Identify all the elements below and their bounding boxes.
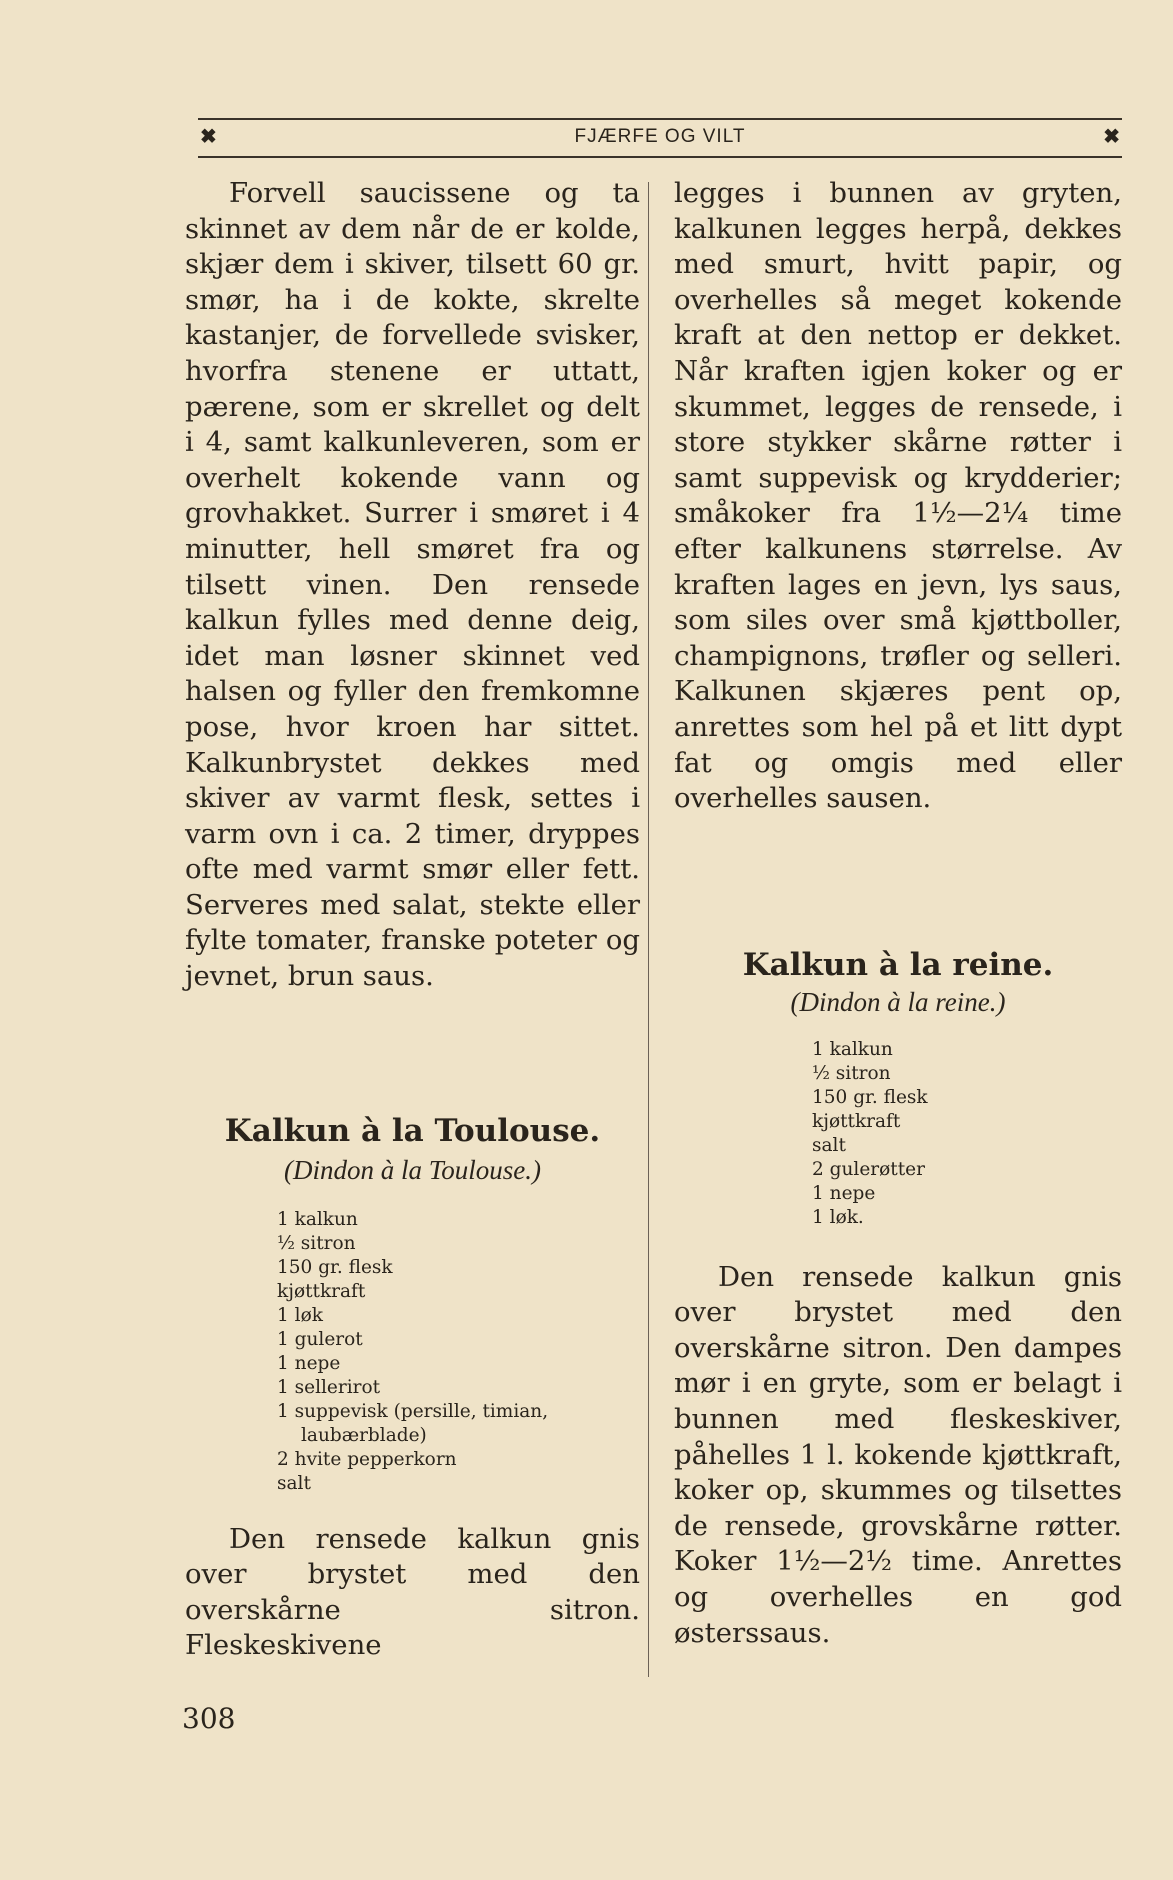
ingredient-item: 1 suppevisk (persille, timian, laubærblade) <box>277 1400 549 1446</box>
ornament-left: ✖ <box>200 124 217 148</box>
ingredient-item: 150 gr. flesk <box>812 1086 928 1108</box>
right-column <box>674 176 1122 1651</box>
ingredient-item: kjøttkraft <box>812 1110 901 1132</box>
ingredient-list-toulouse <box>277 1208 597 1496</box>
ingredient-item: 2 gulerøtter <box>812 1158 925 1180</box>
ingredient-item: 1 løk. <box>812 1206 864 1228</box>
recipe-subtitle-toulouse: (Dindon à la Toulouse.) <box>283 1154 541 1185</box>
ingredient-item: salt <box>277 1472 311 1494</box>
continued-paragraph: legges i bunnen av gryten, kalkunen legges herpå, dekkes med smurt, hvitt papir, og overhelles så meget kokende kraft at den nettop er dekket. Når kraften igjen koker og er skummet, legges de rensede, i store stykker skårne røtter i samt suppevisk og krydderier; småkoker fra 1½—2¼ time efter kalkunens størrelse. Av kraften lages en jevn, lys saus, som siles over små kjøttboller, champignons, trøfler og selleri. Kalkunen skjæres pent op, anrettes som hel på et litt dypt fat og omgis med eller overhelles sausen. <box>674 177 1122 815</box>
column-divider <box>648 182 649 1677</box>
recipe-title-reine: Kalkun à la reine. <box>742 946 1054 983</box>
intro-paragraph: Forvell saucissene og ta skinnet av dem når de er kolde, skjær dem i skiver, tilsett 60 gr. smør, ha i de kokte, skrelte kastanjer, de forvellede svisker, hvorfra stenene er uttatt, pærene, som er skrellet og delt i 4, samt kalkunleveren, som er overhelt kokende vann og grovhakket. Surrer i smøret i 4 minutter, hell smøret fra og tilsett vinen. Den rensede kalkun fylles med denne deig, idet man løsner skinnet ved halsen og fyller den fremkomne pose, hvor kroen har sittet. Kalkunbrystet dekkes med skiver av varmt flesk, settes i varm ovn i ca. 2 timer, dryppes ofte med varmt smør eller fett. Serveres med salat, stekte eller fylte tomater, franske poteter og jevnet, brun saus. <box>185 177 640 993</box>
ingredient-item: ½ sitron <box>812 1062 891 1084</box>
ingredient-item: 1 nepe <box>277 1352 341 1374</box>
ingredient-item: 1 sellerirot <box>277 1376 381 1398</box>
running-header <box>198 118 1122 158</box>
method-paragraph-reine: Den rensede kalkun gnis over brystet med den overskårne sitron. Den dampes mør i en gryte, som er belagt i bunnen med fleskeskiver, påhelles 1 l. kokende kjøttkraft, koker op, skummes og tilsettes de rensede, grovskårne røtter. Koker 1½—2½ time. Anrettes og overhelles en god østerssaus. <box>674 1260 1122 1649</box>
ingredient-item: salt <box>812 1134 846 1156</box>
ingredient-list-reine <box>812 1038 1072 1230</box>
ornament-right: ✖ <box>1103 124 1120 148</box>
ingredient-item: 1 kalkun <box>277 1208 358 1230</box>
recipe-title-toulouse: Kalkun à la Toulouse. <box>224 1112 601 1149</box>
running-title: FJÆRFE OG VILT <box>574 126 746 147</box>
ingredient-item: ½ sitron <box>277 1232 356 1254</box>
ingredient-item: 1 kalkun <box>812 1038 893 1060</box>
recipe-subtitle-reine: (Dindon à la reine.) <box>790 986 1006 1017</box>
ingredient-item: 1 løk <box>277 1304 323 1326</box>
left-column <box>185 176 640 1664</box>
method-paragraph-toulouse: Den rensede kalkun gnis over brystet med den overskårne sitron. Fleskeskivene <box>185 1522 640 1662</box>
ingredient-item: 150 gr. flesk <box>277 1256 393 1278</box>
ingredient-item: 1 nepe <box>812 1182 876 1204</box>
ingredient-item: 2 hvite pepperkorn <box>277 1448 457 1470</box>
page-number: 308 <box>182 1702 236 1735</box>
ingredient-item: 1 gulerot <box>277 1328 363 1350</box>
ingredient-item: kjøttkraft <box>277 1280 366 1302</box>
